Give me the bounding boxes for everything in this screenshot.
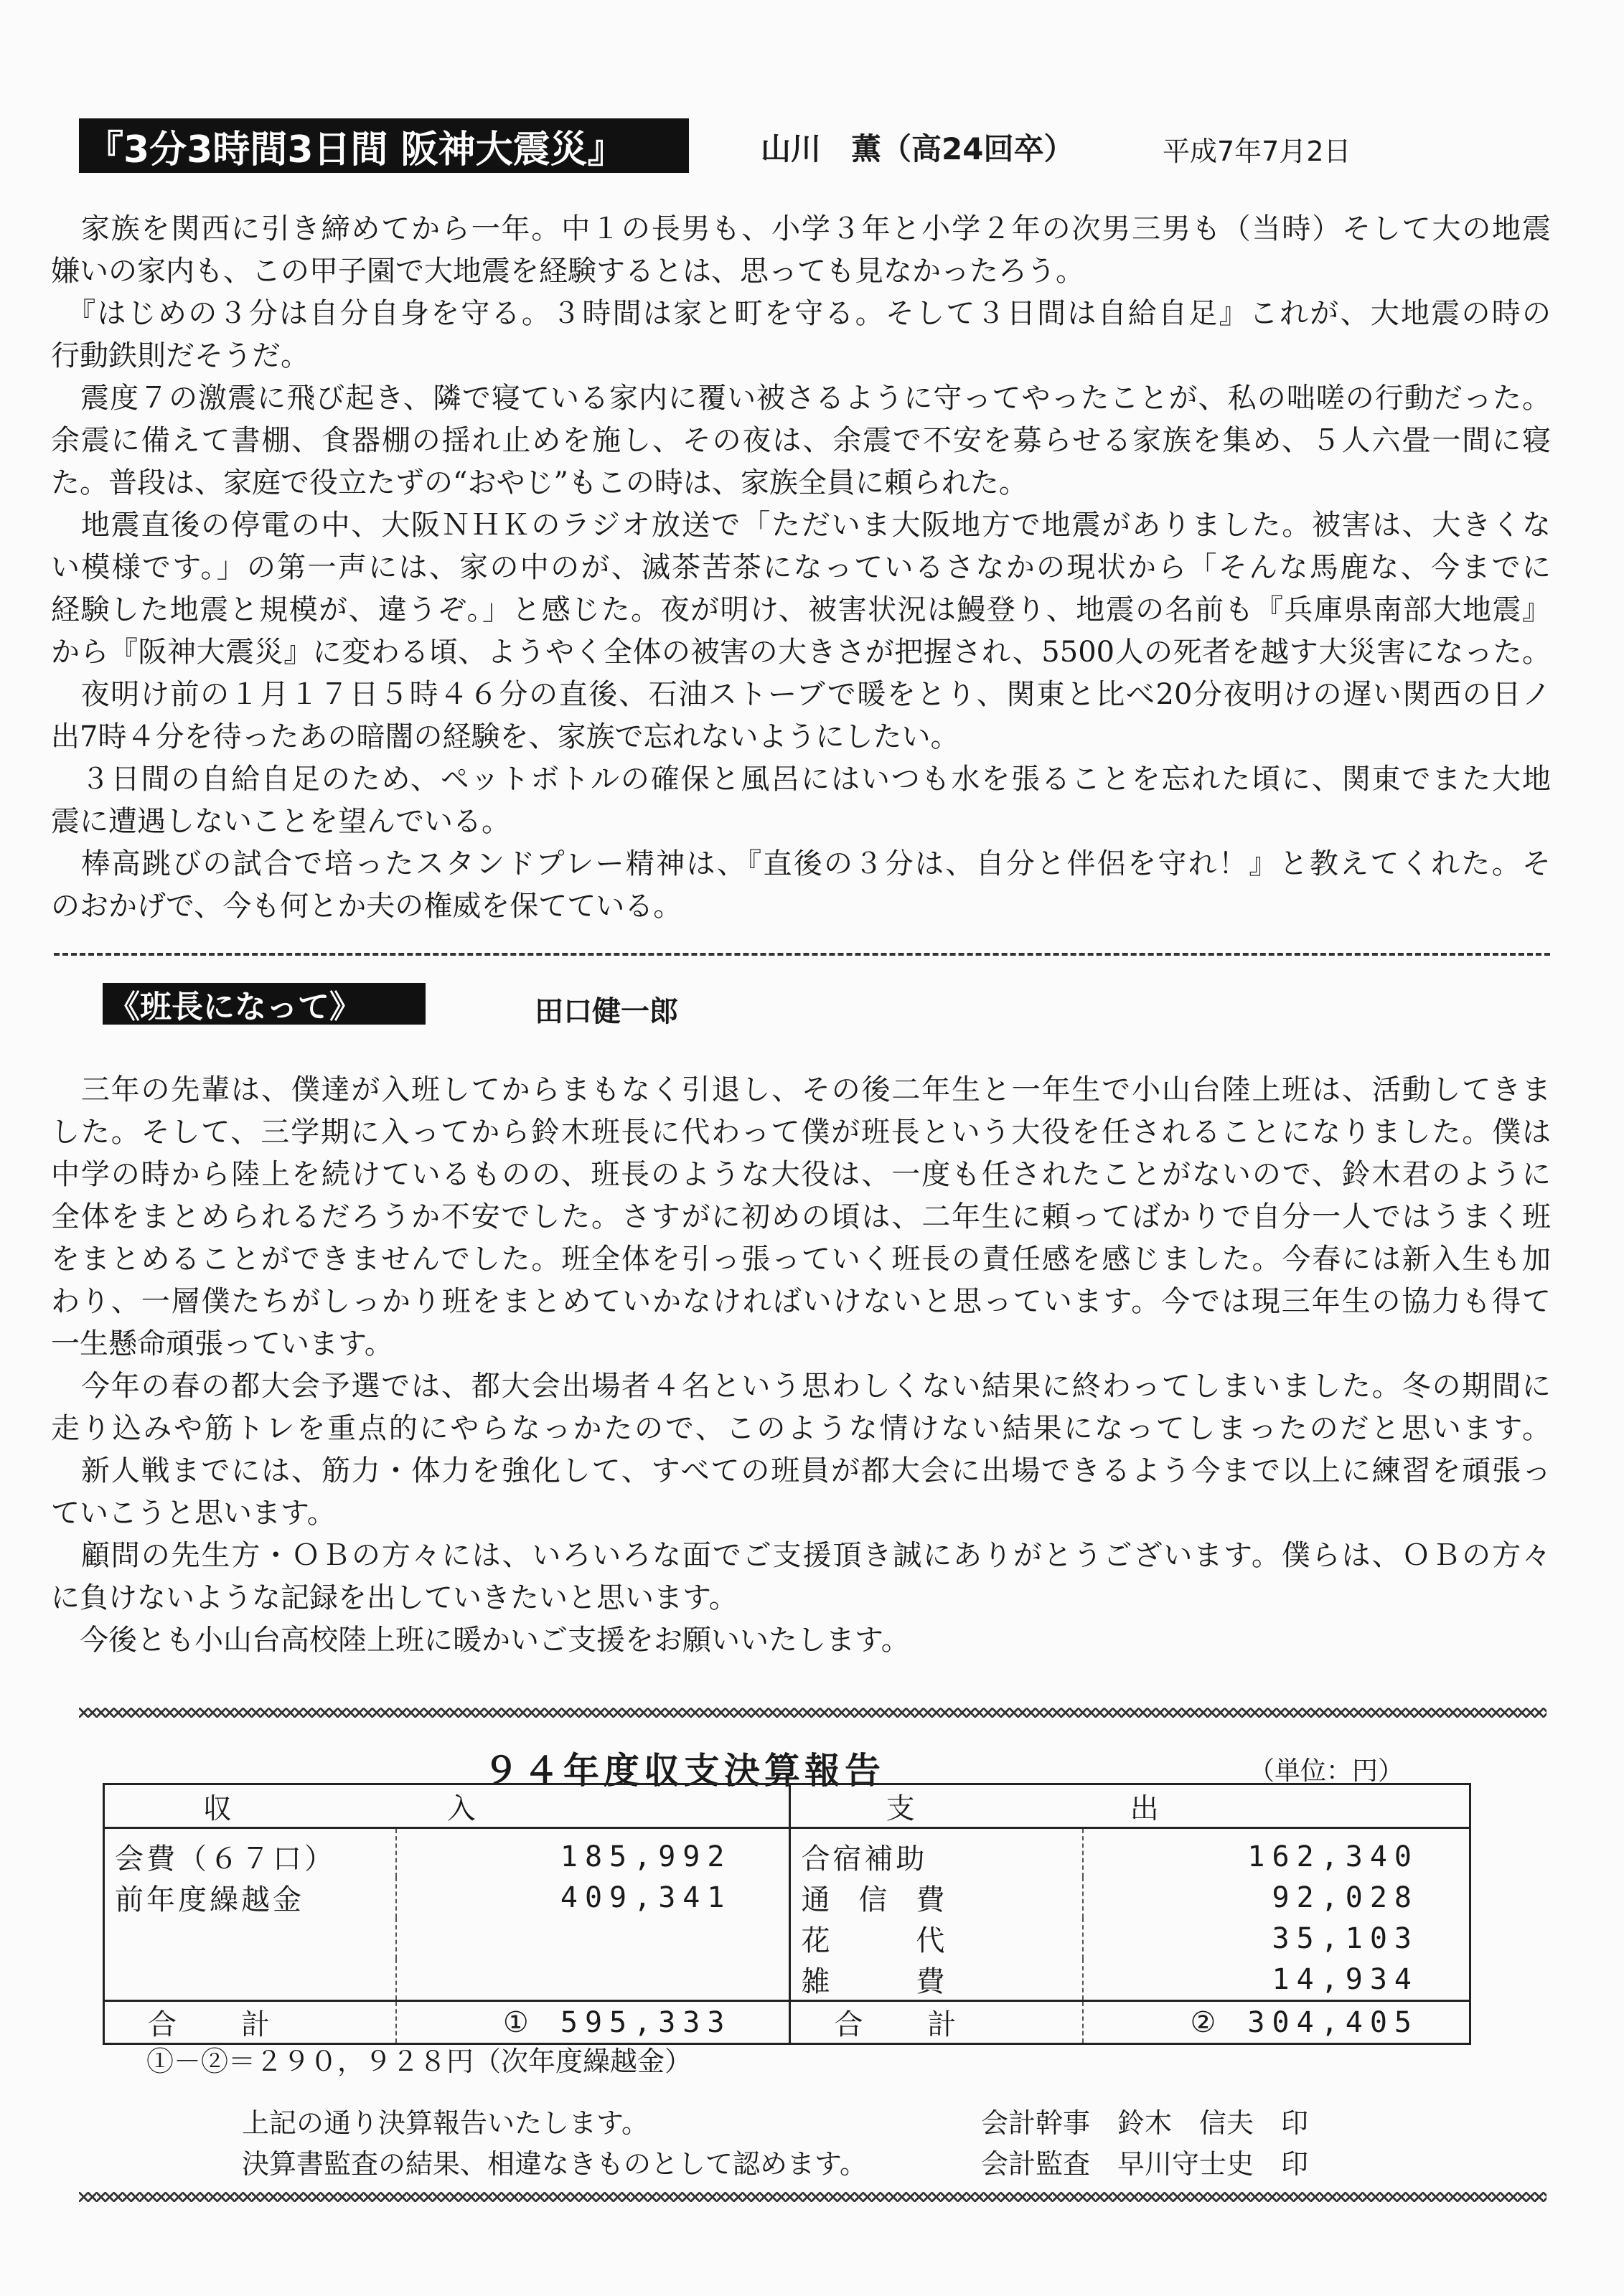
income-total-label: 合計 <box>104 2001 396 2044</box>
text-line: 『はじめの３分は自分自身を守る。３時間は家と町を守る。そして３日間は自給自足』これが、大地震の時の <box>51 297 1551 330</box>
text-line: 行動鉄則だそうだ。 <box>51 339 309 372</box>
text-line: をまとめることができませんでした。班全体を引っ張っていく班長の責任感を感じました。今春には新入生も加 <box>51 1243 1551 1276</box>
text-line: 出7時４分を待ったあの暗闇の経験を、家族で忘れないようにしたい。 <box>51 720 959 753</box>
expense-total: ② 304,405 <box>1083 2001 1470 2044</box>
wavy-divider-bottom <box>79 2192 1546 2202</box>
section-divider <box>54 953 1550 956</box>
expense-amount: 162,340 <box>1247 1840 1419 1873</box>
expense-label: 合宿補助 <box>790 1828 1083 1878</box>
income-label: 会費（６７口） <box>104 1828 396 1878</box>
total-row <box>104 2001 1470 2044</box>
article1-body <box>51 208 1551 928</box>
table-row <box>104 1959 1470 2001</box>
text-line: 今後とも小山台高校陸上班に暖かいご支援をお願いいたします。 <box>51 1624 910 1657</box>
text-line: 全体をまとめられるだろうか不安でした。さすがに初めの頃は、二年生に頼ってばかりで自分一人ではうまく班 <box>51 1200 1551 1233</box>
signer-2: 会計監査 早川守士史 印 <box>981 2148 1309 2180</box>
income-header: 収入 <box>104 1784 790 1828</box>
text-line: した。そして、三学期に入ってから鈴木班長に代わって僕が班長という大役を任されることになりました。僕は <box>51 1116 1551 1149</box>
article2-title: 《班長になって》 <box>103 983 426 1025</box>
report-unit: （単位：円） <box>1249 1756 1404 1786</box>
text-line: ていこうと思います。 <box>51 1497 336 1530</box>
text-line: 顧問の先生方・ＯＢの方々には、いろいろな面でご支援頂き誠にありがとうございます。僕らは、ＯＢの方々 <box>51 1539 1551 1572</box>
report-table <box>103 1783 1471 2045</box>
wavy-divider-top <box>79 1708 1546 1718</box>
text-line: に負けないような記録を出していきたいと思います。 <box>51 1581 738 1614</box>
expense-amount: 14,934 <box>1272 1962 1419 1996</box>
income-amount: 185,992 <box>396 1828 790 1878</box>
expense-label: 雑費 <box>790 1959 1083 2001</box>
text-line: のおかげで、今も何とか夫の権威を保てている。 <box>51 890 682 923</box>
text-line: 嫌いの家内も、この甲子園で大地震を経験するとは、思っても見なかったろう。 <box>51 255 1084 288</box>
statement-1: 上記の通り決算報告いたします。 <box>242 2107 649 2139</box>
income-total: ① 595,333 <box>396 2001 790 2044</box>
text-line: 三年の先輩は、僕達が入班してからまもなく引退し、その後二年生と一年生で小山台陸上班は、活動してきま <box>51 1073 1551 1106</box>
expense-amount: 92,028 <box>1272 1881 1419 1914</box>
article2-author: 田口健一郎 <box>535 995 678 1028</box>
expense-total-label: 合計 <box>790 2001 1083 2044</box>
table-row <box>104 1877 1470 1918</box>
table-row <box>104 1828 1470 1878</box>
text-line: 家族を関西に引き締めてから一年。中１の長男も、小学３年と小学２年の次男三男も（当時）そして大の地震 <box>51 212 1551 245</box>
table-row <box>104 1918 1470 1959</box>
article1-title: 『3分3時間3日間 阪神大震災』 <box>79 118 689 173</box>
text-line: 地震直後の停電の中、大阪ＮＨＫのラジオ放送で「ただいま大阪地方で地震がありました。被害は、大きくな <box>51 509 1551 542</box>
text-line: ３日間の自給自足のため、ペットボトルの確保と風呂にはいつも水を張ることを忘れた頃に、関東でまた大地 <box>51 763 1551 796</box>
income-amount: 409,341 <box>396 1877 790 1918</box>
expense-header: 支出 <box>790 1784 1470 1828</box>
expense-amount: 35,103 <box>1272 1921 1419 1955</box>
text-line: 震に遭遇しないことを望んでいる。 <box>51 805 510 838</box>
text-line: 走り込みや筋トレを重点的にやらなっかたので、このような情けない結果になってしまったのだと思います。 <box>51 1412 1551 1445</box>
article1-date: 平成7年7月2日 <box>1163 136 1351 167</box>
text-line: 中学の時から陸上を続けているものの、班長のような大役は、一度も任されたことがないので、鈴木君のように <box>51 1158 1551 1191</box>
text-line: い模様です。」の第一声には、家の中のが、滅茶苦茶になっているさなかの現状から「そんな馬鹿な、今までに <box>51 551 1551 584</box>
signer-1: 会計幹事 鈴木 信夫 印 <box>981 2107 1309 2139</box>
text-line: 夜明け前の１月１７日５時４６分の直後、石油ストーブで暖をとり、関東と比べ20分夜明けの遅い関西の日ノ <box>51 678 1551 711</box>
income-label: 前年度繰越金 <box>104 1877 396 1918</box>
text-line: 余震に備えて書棚、食器棚の揺れ止めを施し、その夜は、余震で不安を募らせる家族を集め、５人六畳一間に寝 <box>51 424 1551 457</box>
report-title: ９４年度収支決算報告 <box>483 1749 885 1792</box>
text-line: わり、一層僕たちがしっかり班をまとめていかなければいけないと思っています。今では現三年生の協力も得て <box>51 1285 1551 1318</box>
text-line: 新人戦までには、筋力・体力を強化して、すべての班員が都大会に出場できるよう今まで以上に練習を頑張っ <box>51 1454 1551 1487</box>
text-line: 今年の春の都大会予選では、都大会出場者４名という思わしくない結果に終わってしまいました。冬の期間に <box>51 1370 1551 1403</box>
expense-label: 通信費 <box>790 1877 1083 1918</box>
balance-formula: ①－②＝２９０，９２８円（次年度繰越金） <box>146 2046 693 2077</box>
text-line: 一生懸命頑張っています。 <box>51 1327 393 1360</box>
expense-label: 花代 <box>790 1918 1083 1959</box>
text-line: た。普段は、家庭で役立たずの“おやじ”もこの時は、家族全員に頼られた。 <box>51 466 1028 499</box>
article2-body <box>51 1069 1551 1662</box>
text-line: から『阪神大震災』に変わる頃、ようやく全体の被害の大きさが把握され、5500人の死者を越す大災害になった。 <box>51 636 1551 669</box>
statement-2: 決算書監査の結果、相違なきものとして認めます。 <box>242 2148 867 2180</box>
text-line: 経験した地震と規模が、違うぞ。」と感じた。夜が明け、被害状況は鰻登り、地震の名前も『兵庫県南部大地震』 <box>51 593 1551 626</box>
text-line: 震度７の激震に飛び起き、隣で寝ている家内に覆い被さるように守ってやったことが、私の咄嗟の行動だった。 <box>51 382 1551 415</box>
article1-author: 山川 薫（高24回卒） <box>761 131 1074 166</box>
text-line: 棒高跳びの試合で培ったスタンドプレー精神は、『直後の３分は、自分と伴侶を守れ！』と教えてくれた。そ <box>51 847 1551 880</box>
